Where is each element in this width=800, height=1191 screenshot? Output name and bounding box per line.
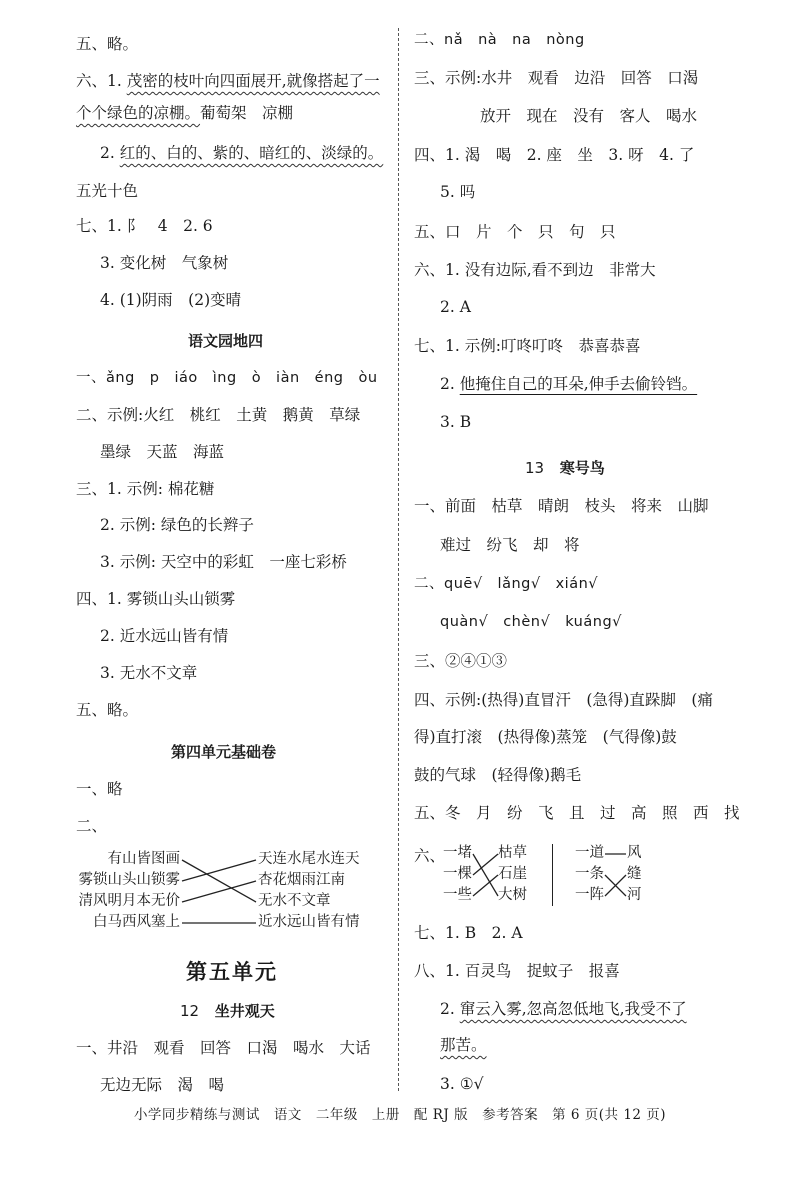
section-heading: 语文园地四 <box>188 332 264 350</box>
match-right-item: 近水远山皆有情 <box>258 914 360 930</box>
match-right-item: 缝 <box>627 866 642 882</box>
answer-line: 五、略。 <box>76 35 139 53</box>
answer-line: 3. 示例: 天空中的彩虹 一座七彩桥 <box>100 553 347 571</box>
lesson-title: 寒号鸟 <box>559 459 605 477</box>
match-right-item: 石崖 <box>498 866 527 882</box>
match-left-item: 白马西风塞上 <box>93 914 180 930</box>
match-right-column <box>498 843 527 906</box>
lesson-title: 坐井观天 <box>214 1002 275 1020</box>
wavy-underlined-answer: 窜云入雾,忽高忽低地飞,我受不了 <box>459 1000 687 1018</box>
match-line <box>473 854 498 896</box>
answer-line: 3. B <box>440 413 472 431</box>
lesson-number: 13 <box>525 459 545 477</box>
answer-line: 七、1. 阝 4 2. 6 <box>76 217 213 235</box>
column-divider <box>398 28 399 1091</box>
answer-line: 二、nǎ nà na nòng <box>414 32 585 48</box>
answer-line <box>440 374 697 394</box>
answer-line <box>100 143 383 163</box>
answer-line: quàn√ chèn√ kuáng√ <box>440 614 622 630</box>
page-footer: 小学同步精练与测试 语文 二年级 上册 配 RJ 版 参考答案 第 6 页(共 12 页) <box>133 1107 667 1123</box>
answer-line: 3. 无水不文章 <box>100 664 198 682</box>
match-left-item: 一棵 <box>443 866 472 882</box>
answer-line: 五光十色 <box>76 182 139 200</box>
match-right-column <box>627 843 642 906</box>
answer-line: 二、示例:火红 桃红 土黄 鹅黄 草绿 <box>76 406 361 424</box>
answer-prefix: 六、1. <box>76 72 127 90</box>
match-left-item: 一道 <box>575 845 604 861</box>
lesson-number: 12 <box>180 1002 200 1020</box>
answer-line: 鼓的气球 (轻得像)鹅毛 <box>414 766 582 784</box>
match-left-item: 一条 <box>575 866 604 882</box>
answer-line: 五、口 片 个 只 句 只 <box>414 223 616 241</box>
answer-line: 2. 近水远山皆有情 <box>100 627 229 645</box>
unit-heading: 第五单元 <box>186 960 278 984</box>
matching-lines <box>604 843 628 907</box>
answer-line: 4. (1)阴雨 (2)变晴 <box>100 291 242 309</box>
section-heading: 第四单元基础卷 <box>171 743 277 761</box>
answer-line: 六、1. 没有边际,看不到边 非常大 <box>414 261 656 279</box>
answer-line <box>76 71 380 91</box>
match-right-item: 杏花烟雨江南 <box>258 872 345 888</box>
match-left-column <box>60 849 180 933</box>
match-line <box>182 881 256 902</box>
answer-prefix: 六、 <box>414 847 446 865</box>
answer-line: 七、1. 示例:叮咚叮咚 恭喜恭喜 <box>414 337 641 355</box>
answer-line: 二、quē√ lǎng√ xián√ <box>414 576 599 592</box>
answer-line <box>440 999 687 1019</box>
matching-lines <box>472 843 500 907</box>
answer-prefix: 2. <box>440 375 460 393</box>
exercise-separator <box>552 844 553 906</box>
wavy-underlined-answer: 茂密的枝叶向四面展开,就像搭起了一 <box>126 72 380 90</box>
match-right-column <box>258 849 360 933</box>
answer-line <box>440 1035 487 1055</box>
answer-line: 四、1. 雾锁山头山锁雾 <box>76 590 236 608</box>
match-right-item: 大树 <box>498 887 527 903</box>
answer-line: 无边无际 渴 喝 <box>100 1076 225 1094</box>
lesson-heading <box>180 1000 275 1021</box>
answer-line: 墨绿 天蓝 海蓝 <box>100 443 225 461</box>
match-right-item: 天连水尾水连天 <box>258 851 360 867</box>
match-left-column <box>570 843 604 906</box>
match-left-item: 一些 <box>443 887 472 903</box>
answer-line: 5. 吗 <box>440 183 476 201</box>
match-left-item: 一阵 <box>575 887 604 903</box>
answer-line: 五、略。 <box>76 701 139 719</box>
answer-line <box>76 103 293 123</box>
match-right-item: 风 <box>627 845 642 861</box>
answer-line: 3. 变化树 气象树 <box>100 254 229 272</box>
answer-line: 2. 示例: 绿色的长辫子 <box>100 516 254 534</box>
answer-line: 三、②④①③ <box>414 652 508 670</box>
answer-line: 二、 <box>76 817 108 835</box>
match-left-item: 一堵 <box>443 845 472 861</box>
wavy-underlined-answer: 那苦。 <box>440 1036 487 1054</box>
match-left-column <box>436 843 472 906</box>
answer-line: 3. ①√ <box>440 1075 484 1093</box>
match-left-item: 有山皆图画 <box>107 851 180 867</box>
answer-line: 四、示例:(热得)直冒汗 (急得)直跺脚 (痛 <box>414 691 713 709</box>
match-line <box>473 854 498 875</box>
answer-line: 得)直打滚 (热得像)蒸笼 (气得像)鼓 <box>414 728 677 746</box>
answer-line: 五、冬 月 纷 飞 且 过 高 照 西 找 <box>414 804 740 822</box>
match-line <box>182 860 256 902</box>
answer-line: 一、略 <box>76 780 123 798</box>
answer-line: 一、前面 枯草 晴朗 枝头 将来 山脚 <box>414 497 709 515</box>
match-left-item: 清风明月本无价 <box>78 893 180 909</box>
underlined-answer: 他掩住自己的耳朵,伸手去偷铃铛。 <box>459 375 698 393</box>
match-line <box>473 875 498 896</box>
match-right-item: 河 <box>627 887 642 903</box>
answer-line: 放开 现在 没有 客人 喝水 <box>480 107 698 125</box>
match-right-item: 无水不文章 <box>258 893 331 909</box>
answer-line: 难过 纷飞 却 将 <box>440 536 580 554</box>
answer-line: 三、示例:水井 观看 边沿 回答 口渴 <box>414 69 699 87</box>
answer-line: 七、1. B 2. A <box>414 924 523 942</box>
answer-line: 一、ǎng p iáo ìng ò iàn éng òu <box>76 370 378 386</box>
answer-prefix: 2. <box>100 144 120 162</box>
matching-lines <box>180 849 260 933</box>
answer-line: 八、1. 百灵鸟 捉蚊子 报喜 <box>414 962 620 980</box>
wavy-underlined-answer: 红的、白的、紫的、暗红的、淡绿的。 <box>119 144 384 162</box>
match-left-item: 雾锁山头山锁雾 <box>78 872 180 888</box>
answer-text: 葡萄架 凉棚 <box>200 104 294 122</box>
answer-line: 一、井沿 观看 回答 口渴 喝水 大话 <box>76 1039 371 1057</box>
wavy-underlined-answer: 个个绿色的凉棚。 <box>76 104 201 122</box>
answer-prefix: 2. <box>440 1000 460 1018</box>
answer-line: 2. A <box>440 298 471 316</box>
match-right-item: 枯草 <box>498 845 527 861</box>
answer-line: 四、1. 渴 喝 2. 座 坐 3. 呀 4. 了 <box>414 146 695 164</box>
lesson-heading <box>525 457 605 478</box>
match-line <box>182 860 256 881</box>
answer-line: 三、1. 示例: 棉花糖 <box>76 480 215 498</box>
